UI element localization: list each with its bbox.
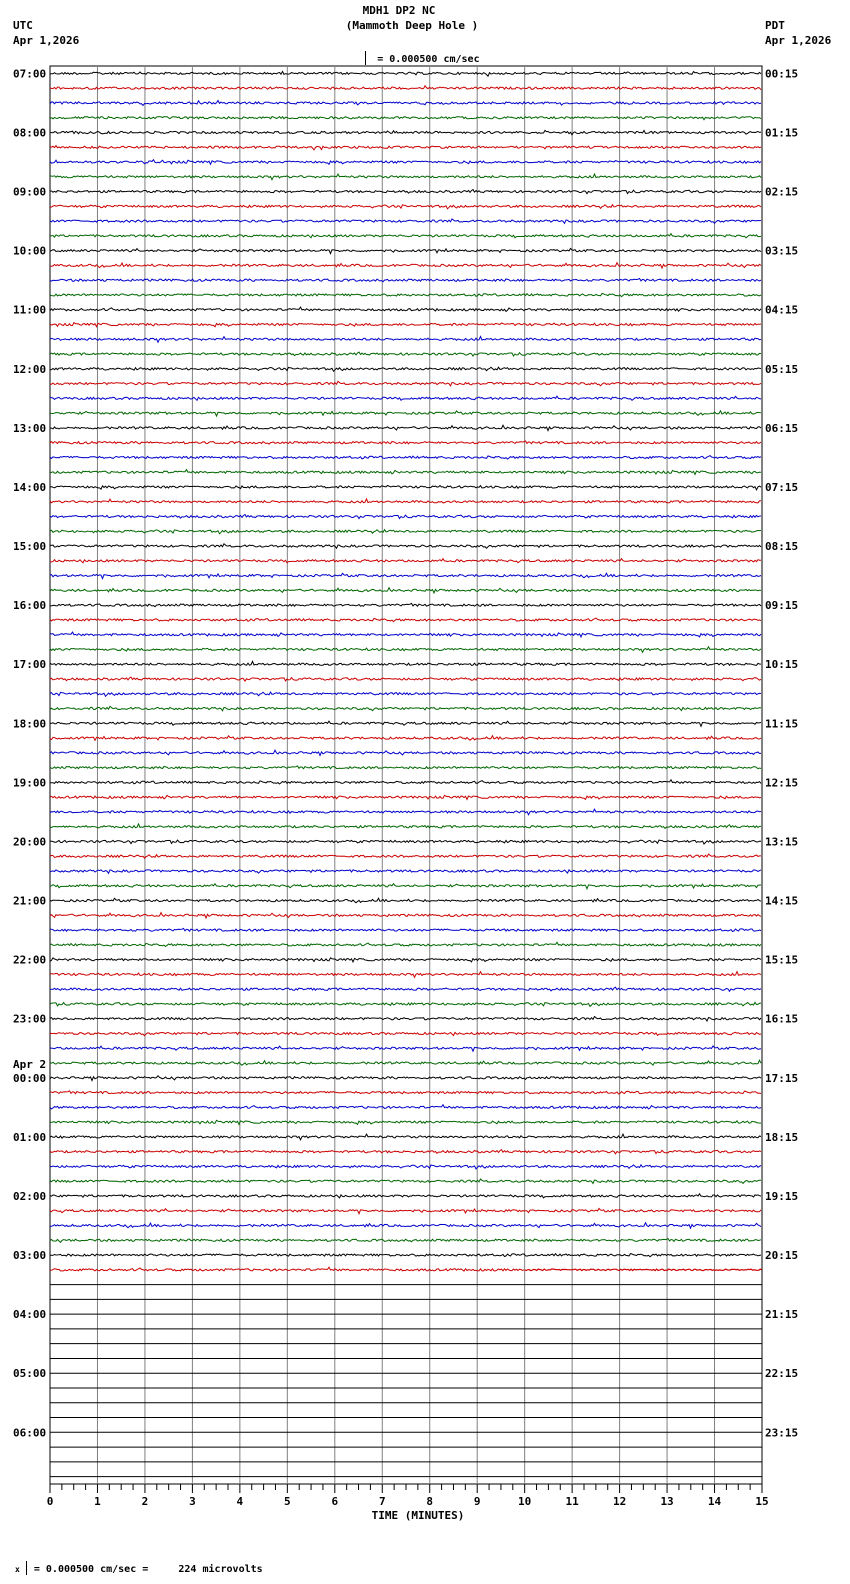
trace-66 <box>50 1032 761 1035</box>
trace-55 <box>50 870 761 873</box>
trace-42 <box>50 677 761 681</box>
pdt-hour-label: 05:15 <box>765 362 799 376</box>
left-date: Apr 1,2026 <box>13 34 80 47</box>
trace-59 <box>50 928 761 931</box>
trace-40 <box>50 647 761 653</box>
trace-12 <box>50 234 761 238</box>
trace-64 <box>50 1002 761 1006</box>
trace-11 <box>50 219 761 224</box>
x-tick-label: 8 <box>426 1495 434 1508</box>
trace-38 <box>50 618 761 622</box>
utc-hour-label: 17:00 <box>13 658 47 672</box>
pdt-hour-label: 13:15 <box>765 835 799 849</box>
trace-60 <box>50 942 761 946</box>
pdt-hour-label: 01:15 <box>765 126 799 140</box>
x-tick-label: 7 <box>378 1495 386 1508</box>
trace-3 <box>50 101 761 106</box>
trace-13 <box>50 248 761 253</box>
trace-9 <box>50 190 761 194</box>
trace-22 <box>50 381 761 386</box>
station-title: MDH1 DP2 NC <box>362 4 436 17</box>
trace-19 <box>50 337 761 343</box>
pdt-hour-label: 21:15 <box>765 1308 799 1322</box>
trace-80 <box>50 1239 761 1243</box>
trace-17 <box>50 307 761 311</box>
trace-48 <box>50 766 761 769</box>
pdt-hour-label: 22:15 <box>765 1367 799 1381</box>
trace-21 <box>50 367 761 371</box>
trace-16 <box>50 294 761 297</box>
x-tick-label: 9 <box>473 1495 481 1508</box>
trace-44 <box>50 706 761 711</box>
utc-hour-label: 00:00 <box>13 1071 47 1085</box>
trace-72 <box>50 1120 761 1124</box>
trace-65 <box>50 1017 761 1022</box>
trace-37 <box>50 603 761 606</box>
x-tick-label: 0 <box>46 1495 54 1508</box>
trace-27 <box>50 456 761 460</box>
pdt-hour-label: 06:15 <box>765 421 799 435</box>
date-change-label: Apr 2 <box>13 1057 47 1071</box>
trace-25 <box>50 425 761 430</box>
utc-hour-label: 15:00 <box>13 540 47 554</box>
trace-78 <box>50 1209 761 1214</box>
x-tick-label: 12 <box>612 1495 627 1508</box>
trace-30 <box>50 499 761 503</box>
station-location: (Mammoth Deep Hole ) <box>345 19 479 32</box>
footer-marker: x <box>15 1565 20 1574</box>
x-tick-label: 1 <box>94 1495 101 1508</box>
pdt-hour-label: 11:15 <box>765 717 799 731</box>
trace-24 <box>50 411 761 416</box>
right-date: Apr 1,2026 <box>765 34 832 47</box>
trace-5 <box>50 130 761 134</box>
footer-scale <box>3 1548 263 1576</box>
pdt-hour-label: 18:15 <box>765 1130 799 1144</box>
scale-indicator <box>350 38 480 66</box>
trace-41 <box>50 661 761 665</box>
trace-50 <box>50 795 761 799</box>
trace-45 <box>50 721 761 726</box>
utc-hour-label: 12:00 <box>13 362 47 376</box>
utc-hour-label: 11:00 <box>13 303 47 317</box>
x-tick-label: 10 <box>518 1495 532 1508</box>
left-timezone: UTC <box>13 19 33 32</box>
pdt-hour-label: 14:15 <box>765 894 799 908</box>
utc-hour-label: 05:00 <box>13 1367 47 1381</box>
trace-2 <box>50 86 761 90</box>
trace-8 <box>50 174 761 180</box>
trace-28 <box>50 470 761 475</box>
x-axis-label: TIME (MINUTES) <box>371 1509 465 1522</box>
utc-hour-label: 07:00 <box>13 67 47 81</box>
pdt-hour-label: 04:15 <box>765 303 799 317</box>
trace-33 <box>50 544 761 549</box>
trace-1 <box>50 71 761 76</box>
utc-hour-label: 02:00 <box>13 1189 47 1203</box>
trace-63 <box>50 987 761 991</box>
trace-57 <box>50 898 761 903</box>
trace-76 <box>50 1179 761 1184</box>
trace-68 <box>50 1060 761 1065</box>
trace-18 <box>50 323 761 327</box>
trace-79 <box>50 1223 761 1228</box>
utc-hour-label: 09:00 <box>13 185 47 199</box>
pdt-hour-label: 03:15 <box>765 244 799 258</box>
x-tick-label: 6 <box>331 1495 339 1508</box>
trace-32 <box>50 530 761 534</box>
utc-hour-label: 01:00 <box>13 1130 47 1144</box>
utc-hour-label: 06:00 <box>13 1426 47 1440</box>
pdt-hour-label: 16:15 <box>765 1012 799 1026</box>
utc-hour-label: 22:00 <box>13 953 47 967</box>
utc-hour-label: 23:00 <box>13 1012 47 1026</box>
trace-75 <box>50 1165 761 1169</box>
trace-62 <box>50 972 761 978</box>
pdt-hour-label: 07:15 <box>765 480 799 494</box>
trace-20 <box>50 352 761 356</box>
utc-hour-label: 21:00 <box>13 894 47 908</box>
trace-36 <box>50 588 761 593</box>
pdt-hour-label: 23:15 <box>765 1426 799 1440</box>
trace-82-tail <box>525 1269 762 1271</box>
utc-hour-label: 10:00 <box>13 244 47 258</box>
pdt-hour-label: 09:15 <box>765 599 799 613</box>
trace-71 <box>50 1105 761 1109</box>
utc-hour-label: 04:00 <box>13 1308 47 1322</box>
trace-39 <box>50 632 761 637</box>
x-tick-label: 2 <box>141 1495 149 1508</box>
trace-54 <box>50 854 761 858</box>
x-tick-label: 14 <box>707 1495 722 1508</box>
pdt-hour-label: 12:15 <box>765 776 799 790</box>
x-tick-label: 3 <box>189 1495 196 1508</box>
utc-hour-label: 18:00 <box>13 717 47 731</box>
pdt-hour-label: 15:15 <box>765 953 799 967</box>
pdt-hour-label: 00:15 <box>765 67 799 81</box>
trace-23 <box>50 396 761 400</box>
pdt-hour-label: 19:15 <box>765 1189 799 1203</box>
trace-49 <box>50 780 761 784</box>
utc-hour-label: 19:00 <box>13 776 47 790</box>
x-tick-label: 13 <box>660 1495 674 1508</box>
pdt-hour-label: 17:15 <box>765 1071 799 1085</box>
scale-text: = 0.000500 cm/sec <box>377 54 480 65</box>
trace-67 <box>50 1046 761 1051</box>
pdt-hour-label: 10:15 <box>765 658 799 672</box>
trace-15 <box>50 278 761 281</box>
trace-26 <box>50 441 761 444</box>
trace-31 <box>50 515 761 519</box>
trace-70 <box>50 1091 761 1094</box>
trace-58 <box>50 913 761 918</box>
trace-14 <box>50 263 761 268</box>
pdt-hour-label: 02:15 <box>765 185 799 199</box>
trace-47 <box>50 750 761 755</box>
pdt-hour-label: 08:15 <box>765 540 799 554</box>
trace-74 <box>50 1150 761 1154</box>
trace-52 <box>50 824 761 829</box>
footer-scale-bar-icon <box>26 1561 30 1575</box>
trace-34 <box>50 559 761 563</box>
trace-81 <box>50 1254 761 1257</box>
utc-hour-label: 20:00 <box>13 835 47 849</box>
trace-4 <box>50 117 761 120</box>
trace-29 <box>50 486 761 490</box>
trace-61 <box>50 958 761 962</box>
x-tick-label: 4 <box>236 1495 244 1508</box>
trace-10 <box>50 205 761 209</box>
utc-hour-label: 03:00 <box>13 1249 47 1263</box>
trace-69 <box>50 1076 761 1081</box>
trace-73 <box>50 1134 761 1140</box>
utc-hour-label: 16:00 <box>13 599 47 613</box>
trace-77 <box>50 1194 761 1198</box>
scale-bar-icon <box>365 51 371 65</box>
trace-53 <box>50 840 761 844</box>
utc-hour-label: 14:00 <box>13 480 47 494</box>
trace-43 <box>50 692 761 696</box>
trace-6 <box>50 146 761 150</box>
right-timezone: PDT <box>765 19 785 32</box>
x-tick-label: 5 <box>284 1495 291 1508</box>
x-tick-label: 11 <box>565 1495 579 1508</box>
trace-56 <box>50 884 761 889</box>
x-tick-label: 15 <box>755 1495 769 1508</box>
trace-51 <box>50 809 761 815</box>
trace-35 <box>50 573 761 578</box>
trace-7 <box>50 160 761 165</box>
pdt-hour-label: 20:15 <box>765 1249 799 1263</box>
footer-scale-text: = 0.000500 cm/sec = 224 microvolts <box>33 1564 263 1575</box>
utc-hour-label: 08:00 <box>13 126 47 140</box>
utc-hour-label: 13:00 <box>13 421 47 435</box>
trace-46 <box>50 736 761 741</box>
